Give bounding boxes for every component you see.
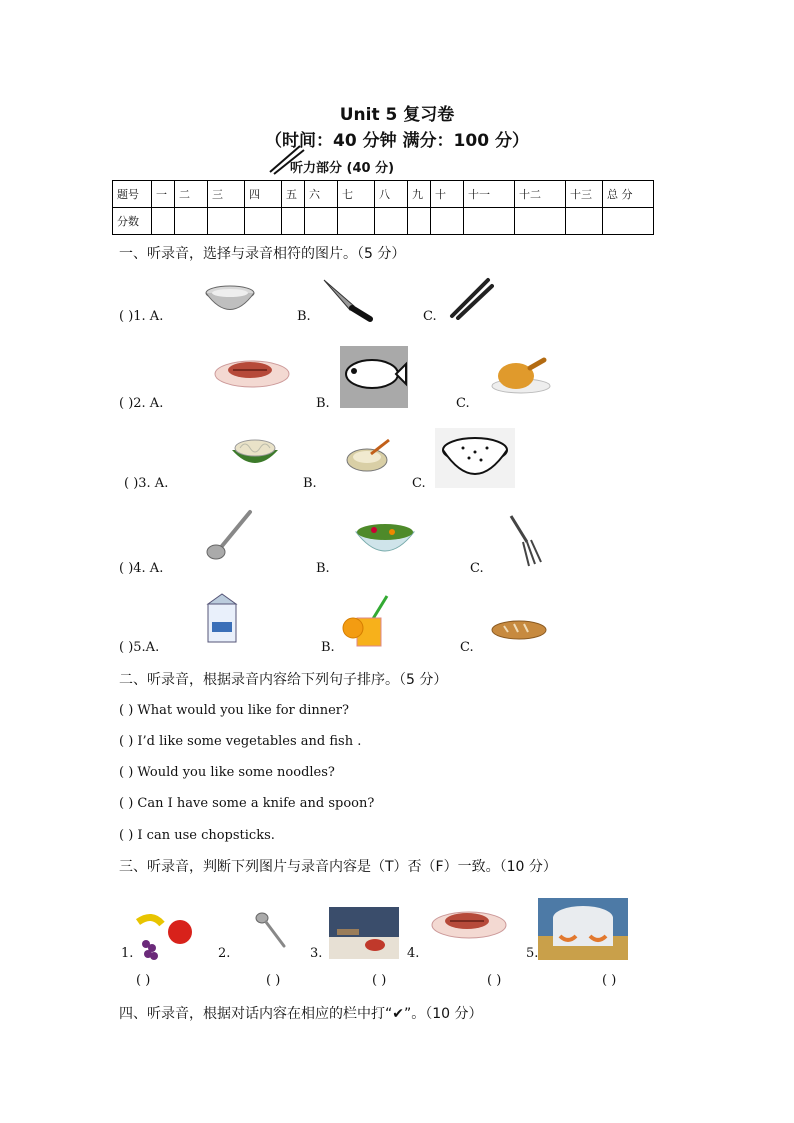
item-number: 4. [407,946,420,961]
option-c-label: C. [470,561,484,576]
table-cell: 六 [305,181,338,208]
score-input-cell[interactable] [515,208,566,235]
question-number[interactable]: ( )1. A. [119,309,164,324]
part-label: 听力部分 (40 分) [290,161,395,176]
score-input-cell[interactable] [152,208,175,235]
score-input-cell[interactable] [431,208,464,235]
option-c-label: C. [456,396,470,411]
question-number[interactable]: ( )2. A. [119,396,164,411]
cup-photo-icon [538,898,628,960]
ordering-line[interactable]: ( ) What would you like for dinner? [119,703,349,718]
table-cell: 十一 [464,181,515,208]
chopsticks-icon [448,276,494,320]
table-cell: 二 [175,181,208,208]
ordering-line[interactable]: ( ) Would you like some noodles? [119,765,335,780]
table-cell: 三 [208,181,245,208]
section4-heading: 四、听录音，根据对话内容在相应的栏中打“✔”。（10 分） [119,1006,483,1022]
soup-icon [345,436,393,474]
answer-blank[interactable]: ( ) [266,973,281,988]
ordering-line[interactable]: ( ) I’d like some vegetables and fish . [119,734,362,749]
steak-icon [213,356,291,388]
table-row [113,181,654,208]
fish-icon [340,346,408,408]
question-number[interactable]: ( )5.A. [119,640,160,655]
table-cell: 十三 [566,181,603,208]
salad-icon [354,518,416,560]
section1-heading: 一、听录音，选择与录音相符的图片。（5 分） [119,246,406,262]
option-b-label: B. [321,640,335,655]
answer-blank[interactable]: ( ) [487,973,502,988]
table-row [113,208,654,235]
table-cell: 分数 [113,208,152,235]
option-c-label: C. [460,640,474,655]
rice-icon [435,428,515,488]
answer-blank[interactable]: ( ) [602,973,617,988]
fruits-icon [132,910,196,960]
item-number: 5. [526,946,539,961]
steak-icon [430,907,508,939]
item-number: 1. [121,946,134,961]
table-cell: 九 [408,181,431,208]
section3-heading: 三、听录音，判断下列图片与录音内容是（T）否（F）一致。（10 分） [119,859,557,875]
table-cell: 四 [245,181,282,208]
table-cell: 一 [152,181,175,208]
fork-icon [505,512,545,570]
bowl-icon [204,284,256,318]
option-b-label: B. [303,476,317,491]
option-b-label: B. [316,396,330,411]
table-cell: 五 [282,181,305,208]
score-input-cell[interactable] [208,208,245,235]
option-c-label: C. [423,309,437,324]
table-cell: 十二 [515,181,566,208]
table-cell: 题号 [113,181,152,208]
ordering-line[interactable]: ( ) Can I have some a knife and spoon? [119,796,375,811]
noodles-icon [230,436,280,472]
option-c-label: C. [412,476,426,491]
page-title: Unit 5 复习卷 [339,105,455,125]
item-number: 3. [310,946,323,961]
table-cell: 八 [375,181,408,208]
score-input-cell[interactable] [305,208,338,235]
bread-icon [490,618,548,642]
page-subtitle: （时间：40 分钟 满分：100 分） [265,131,529,151]
score-table [112,180,654,235]
chicken-icon [490,356,552,394]
orange-juice-icon [341,594,391,650]
score-input-cell[interactable] [603,208,654,235]
section2-heading: 二、听录音，根据录音内容给下列句子排序。（5 分） [119,672,448,688]
question-number[interactable]: ( )3. A. [124,476,169,491]
item-number: 2. [218,946,231,961]
table-cell: 七 [338,181,375,208]
score-input-cell[interactable] [408,208,431,235]
cutting-photo-icon [329,907,399,959]
answer-blank[interactable]: ( ) [372,973,387,988]
score-input-cell[interactable] [338,208,375,235]
knife-icon [320,276,375,322]
spoon-icon [204,508,254,562]
ordering-line[interactable]: ( ) I can use chopsticks. [119,828,275,843]
score-input-cell[interactable] [245,208,282,235]
spoon-icon [254,910,288,950]
score-input-cell[interactable] [175,208,208,235]
option-b-label: B. [297,309,311,324]
option-b-label: B. [316,561,330,576]
answer-blank[interactable]: ( ) [136,973,151,988]
table-cell: 总 分 [603,181,654,208]
score-input-cell[interactable] [464,208,515,235]
score-input-cell[interactable] [566,208,603,235]
question-number[interactable]: ( )4. A. [119,561,164,576]
milk-carton-icon [202,592,242,644]
score-input-cell[interactable] [282,208,305,235]
table-cell: 十 [431,181,464,208]
score-input-cell[interactable] [375,208,408,235]
